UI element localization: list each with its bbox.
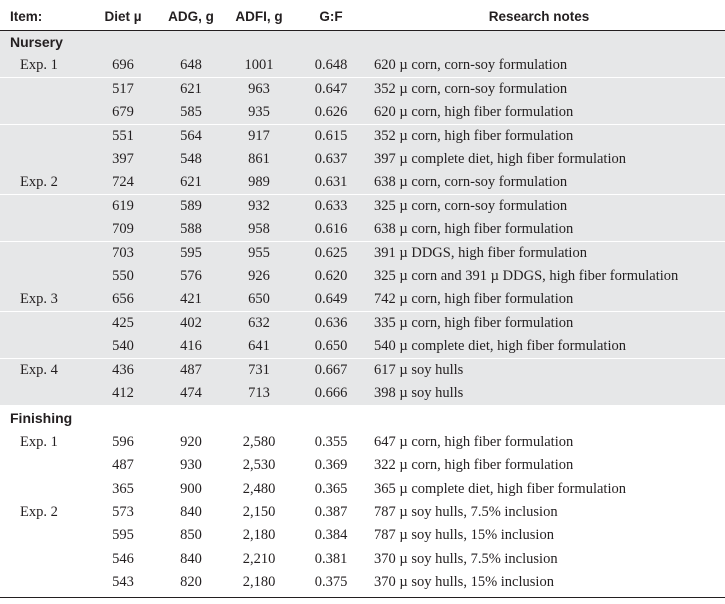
table-row (0, 125, 725, 148)
row-gf: 0.636 (314, 314, 348, 331)
row-adg: 648 (180, 57, 202, 74)
table-row (0, 335, 725, 358)
row-diet: 703 (112, 244, 134, 261)
row-adfi: 932 (248, 197, 270, 214)
row-note: 638 µ corn, high fiber formulation (374, 221, 574, 238)
row-adfi: 2,150 (242, 504, 276, 520)
row-gf: 0.626 (314, 104, 348, 121)
table-row (0, 501, 725, 524)
row-gf: 0.625 (314, 244, 348, 261)
row-exp: Exp. 1 (20, 433, 58, 450)
row-diet: 540 (112, 338, 134, 355)
row-note: 398 µ soy hulls (374, 385, 464, 401)
row-note: 647 µ corn, high fiber formulation (374, 433, 574, 450)
section-title: Nursery (10, 34, 63, 50)
row-diet: 517 (112, 80, 134, 97)
row-adg: 487 (180, 361, 202, 378)
table-row (0, 148, 725, 171)
header-diet: Diet µ (104, 9, 142, 24)
row-note: 397 µ complete diet, high fiber formulation (374, 151, 626, 167)
row-gf: 0.384 (314, 527, 348, 544)
table-row (0, 101, 725, 124)
row-diet: 709 (112, 221, 134, 238)
row-gf: 0.631 (314, 174, 348, 191)
row-adg: 820 (180, 574, 202, 591)
row-gf: 0.667 (314, 361, 348, 378)
row-adfi: 650 (248, 291, 270, 308)
header-adfi: ADFI, g (235, 9, 283, 24)
row-adfi: 2,530 (242, 457, 276, 474)
table-row (0, 218, 725, 241)
row-note: 540 µ complete diet, high fiber formulation (374, 338, 626, 355)
table-row (0, 171, 725, 194)
row-adfi: 989 (248, 174, 270, 191)
row-gf: 0.365 (314, 480, 348, 497)
row-gf: 0.666 (314, 385, 348, 401)
row-gf: 0.387 (314, 504, 348, 520)
row-adg: 588 (180, 221, 202, 238)
row-adfi: 926 (248, 268, 270, 284)
row-adg: 900 (180, 480, 202, 497)
header-item: Item: (10, 9, 43, 24)
row-diet: 487 (112, 457, 134, 474)
header-notes: Research notes (488, 9, 590, 24)
table-row (0, 54, 725, 77)
row-note: 325 µ corn and 391 µ DDGS, high fiber formulation (374, 268, 679, 284)
row-note: 370 µ soy hulls, 15% inclusion (374, 574, 554, 591)
row-adg: 621 (180, 174, 202, 191)
header-gf: G:F (319, 9, 343, 24)
row-note: 617 µ soy hulls (374, 361, 464, 378)
row-note: 787 µ soy hulls, 7.5% inclusion (374, 504, 558, 520)
row-note: 742 µ corn, high fiber formulation (374, 291, 574, 308)
section-row (0, 407, 725, 430)
row-diet: 696 (112, 57, 134, 74)
table-row (0, 454, 725, 477)
row-adfi: 632 (248, 314, 270, 331)
table-row (0, 548, 725, 571)
row-exp: Exp. 2 (20, 174, 58, 191)
row-gf: 0.650 (314, 338, 348, 355)
row-gf: 0.369 (314, 457, 348, 474)
row-diet: 573 (112, 504, 134, 520)
row-diet: 425 (112, 314, 134, 331)
row-gf: 0.616 (314, 221, 348, 238)
row-gf: 0.381 (314, 550, 348, 567)
row-exp: Exp. 3 (20, 291, 58, 308)
row-exp: Exp. 1 (20, 57, 58, 74)
table-row (0, 571, 725, 594)
row-exp: Exp. 4 (20, 361, 58, 378)
row-adg: 474 (180, 385, 202, 401)
table-row (0, 288, 725, 311)
header-adg: ADG, g (168, 9, 214, 24)
table-row (0, 78, 725, 101)
row-gf: 0.620 (314, 268, 348, 284)
row-note: 352 µ corn, corn-soy formulation (374, 80, 568, 97)
row-adfi: 955 (248, 244, 270, 261)
row-adfi: 2,180 (242, 574, 276, 591)
row-gf: 0.615 (314, 127, 348, 144)
row-note: 322 µ corn, high fiber formulation (374, 457, 574, 474)
row-adg: 402 (180, 314, 202, 331)
row-adg: 621 (180, 80, 202, 97)
row-adfi: 641 (248, 338, 270, 355)
row-note: 787 µ soy hulls, 15% inclusion (374, 527, 554, 544)
row-diet: 724 (112, 174, 134, 191)
table-row (0, 524, 725, 547)
row-adfi: 861 (248, 151, 270, 167)
row-adfi: 963 (248, 80, 270, 97)
row-note: 391 µ DDGS, high fiber formulation (374, 244, 587, 261)
row-diet: 543 (112, 574, 134, 591)
row-adg: 576 (180, 268, 202, 284)
table-row (0, 265, 725, 288)
row-diet: 619 (112, 197, 134, 214)
row-adfi: 2,580 (242, 433, 276, 450)
row-adfi: 1001 (244, 57, 274, 74)
row-adg: 595 (180, 244, 202, 261)
row-note: 365 µ complete diet, high fiber formulation (374, 480, 626, 497)
row-gf: 0.647 (314, 80, 348, 97)
table-row (0, 431, 725, 454)
row-adfi: 917 (248, 127, 270, 144)
row-adfi: 958 (248, 221, 270, 238)
row-diet: 596 (112, 433, 134, 450)
row-gf: 0.355 (314, 433, 348, 450)
row-diet: 550 (112, 268, 134, 284)
row-diet: 397 (112, 151, 134, 167)
row-gf: 0.637 (314, 151, 348, 167)
row-adfi: 935 (248, 104, 270, 121)
row-adg: 416 (180, 338, 202, 355)
row-adg: 421 (180, 291, 202, 308)
row-adg: 585 (180, 104, 202, 121)
row-note: 325 µ corn, corn-soy formulation (374, 197, 568, 214)
row-note: 620 µ corn, corn-soy formulation (374, 57, 568, 74)
table-row (0, 359, 725, 382)
row-diet: 679 (112, 104, 134, 121)
row-note: 352 µ corn, high fiber formulation (374, 127, 574, 144)
row-diet: 436 (112, 361, 134, 378)
row-adg: 589 (180, 197, 202, 214)
table-row (0, 195, 725, 218)
table-row (0, 312, 725, 335)
section-title: Finishing (10, 410, 73, 427)
row-adg: 930 (180, 457, 202, 474)
table-row (0, 382, 725, 405)
row-adg: 850 (180, 527, 202, 544)
row-diet: 656 (112, 291, 134, 308)
row-gf: 0.648 (314, 57, 348, 74)
section-row (0, 31, 725, 54)
row-adg: 840 (180, 550, 202, 567)
row-exp: Exp. 2 (20, 504, 58, 520)
row-gf: 0.375 (314, 574, 348, 591)
row-diet: 365 (112, 480, 134, 497)
row-diet: 412 (112, 385, 134, 401)
row-adfi: 713 (248, 385, 270, 401)
header-row (0, 5, 725, 28)
row-note: 335 µ corn, high fiber formulation (374, 314, 574, 331)
row-adfi: 2,210 (242, 550, 276, 567)
row-note: 620 µ corn, high fiber formulation (374, 104, 574, 121)
row-diet: 595 (112, 527, 134, 544)
table-row (0, 242, 725, 265)
row-adg: 548 (180, 151, 202, 167)
row-gf: 0.649 (314, 291, 348, 308)
row-adfi: 2,180 (242, 527, 276, 544)
table-bottom-rule (0, 597, 725, 598)
row-note: 370 µ soy hulls, 7.5% inclusion (374, 550, 558, 567)
row-adg: 564 (180, 127, 202, 144)
row-diet: 546 (112, 550, 134, 567)
row-diet: 551 (112, 127, 134, 144)
row-note: 638 µ corn, corn-soy formulation (374, 174, 568, 191)
row-adg: 840 (180, 504, 202, 520)
row-adfi: 731 (248, 361, 270, 378)
row-adg: 920 (180, 433, 202, 450)
row-gf: 0.633 (314, 197, 348, 214)
table-row (0, 478, 725, 501)
row-adfi: 2,480 (242, 480, 276, 497)
